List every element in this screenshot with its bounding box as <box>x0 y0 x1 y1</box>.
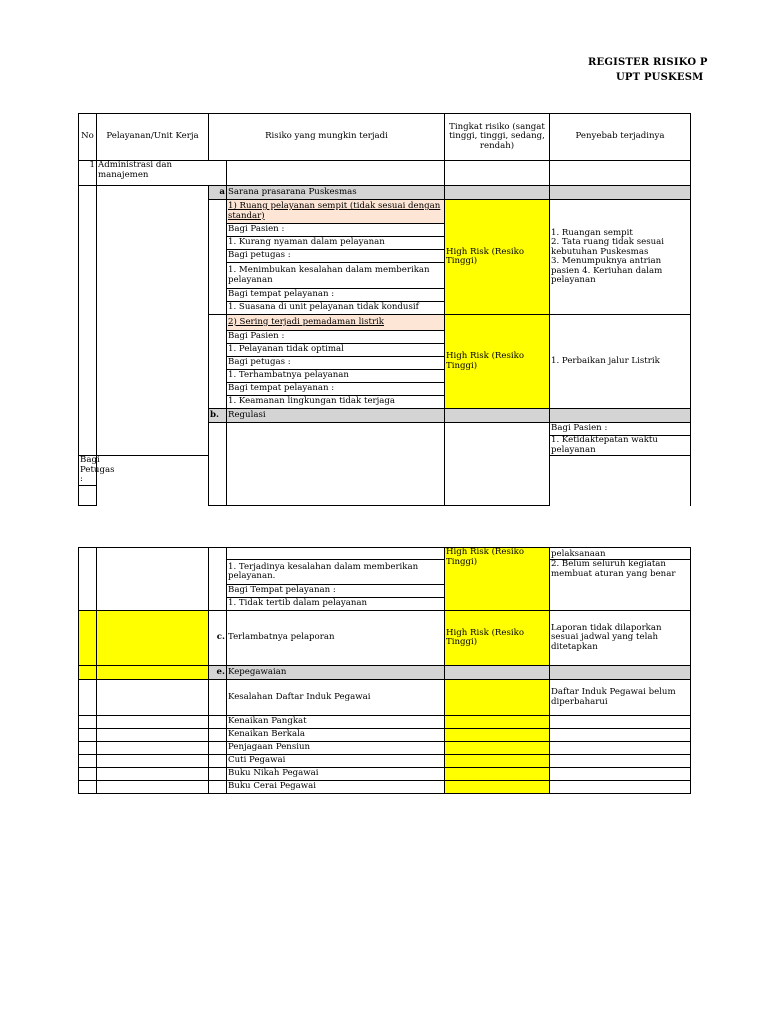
risk-a2-cause: 1. Perbaikan jalur Listrik <box>550 315 691 409</box>
risk-a1-item: Bagi tempat pelayanan : <box>227 289 445 302</box>
table-row <box>79 716 691 729</box>
table-row <box>79 755 691 768</box>
risk-b-item: 1. Ketidaktepatan waktu pelayanan <box>550 436 691 456</box>
risk-a1-item: 1. Menimbukan kesalahan dalam memberikan pelayanan <box>227 263 445 289</box>
section-c-letter: c. <box>209 611 227 666</box>
e-row-label: Kenaikan Pangkat <box>227 716 445 729</box>
risk-a1-item: Bagi Pasien : <box>227 224 445 237</box>
row-number: 1 <box>79 161 97 186</box>
risk-register-table-top <box>78 113 691 506</box>
risk-a1-cause: 1. Ruangan sempit 2. Tata ruang tidak sesuai kebutuhan Puskesmas 3. Menumpuknya antrian pasien 4. Keriuhan dalam pelayanan <box>550 200 691 315</box>
risk-b-item: Bagi Tempat pelayanan : <box>227 585 445 598</box>
section-c-level: High Risk (Resiko Tinggi) <box>445 611 550 666</box>
section-c-label: Terlambatnya pelaporan <box>227 611 445 666</box>
table-row <box>79 768 691 781</box>
sheet-fragment-bottom <box>78 547 768 798</box>
header-no: No <box>79 114 97 161</box>
section-a-letter: a <box>209 186 227 200</box>
section-e-label: Kepegawaian <box>227 666 445 680</box>
section-c-row <box>79 611 691 666</box>
e-row-cause <box>550 729 691 742</box>
register-title: REGISTER RISIKO P <box>588 57 708 68</box>
risk-a2-item: 1. Terhambatnya pelayanan <box>227 370 445 383</box>
e-row-cause <box>550 716 691 729</box>
section-a-row <box>79 186 691 200</box>
section-a-label: Sarana prasarana Puskesmas <box>227 186 445 200</box>
header-unit: Pelayanan/Unit Kerja <box>97 114 209 161</box>
header-cause: Penyebab terjadinya <box>550 114 691 161</box>
e-row-label: Cuti Pegawai <box>227 755 445 768</box>
risk-b-level-2: High Risk (Resiko Tinggi) <box>445 548 550 611</box>
table-row <box>79 742 691 755</box>
table-row <box>79 781 691 794</box>
e-row-cause <box>550 742 691 755</box>
section-b-letter: b. <box>209 409 227 423</box>
e-row-label: Penjagaan Pensiun <box>227 742 445 755</box>
header-level: Tingkat risiko (sangat tinggi, tinggi, sedang, rendah) <box>445 114 550 161</box>
risk-b-item: Bagi Petugas : <box>80 455 115 484</box>
section-c-cause: Laporan tidak dilaporkan sesuai jadwal yang telah ditetapkan <box>550 611 691 666</box>
table-row <box>79 161 691 186</box>
risk-a1-title: 1) Ruang pelayanan sempit (tidak sesuai dengan standar) <box>227 200 445 224</box>
e-row-label: Kenaikan Berkala <box>227 729 445 742</box>
e-row-cause <box>550 781 691 794</box>
risk-a1-item: 1. Kurang nyaman dalam pelayanan <box>227 237 445 250</box>
risk-register-table-bottom <box>78 547 691 794</box>
table-row <box>79 729 691 742</box>
section-b-label: Regulasi <box>227 409 445 423</box>
e-row-cause: Daftar Induk Pegawai belum diperbaharui <box>550 680 691 716</box>
table-row <box>79 680 691 716</box>
header-risk: Risiko yang mungkin terjadi <box>209 114 445 161</box>
puskesmas-title: UPT PUSKESM <box>616 72 704 83</box>
risk-a1-item: Bagi petugas : <box>227 250 445 263</box>
risk-b-cause-2: 2. Belum seluruh kegiatan membuat aturan yang benar <box>550 560 691 611</box>
sheet-fragment-top <box>78 113 768 484</box>
risk-a2-item: 1. Pelayanan tidak optimal <box>227 344 445 357</box>
section-e-row <box>79 666 691 680</box>
risk-a2-title: 2) Sering terjadi pemadaman listrik <box>227 315 445 331</box>
risk-b-cause-cont: pelaksanaan <box>550 548 691 560</box>
risk-a1-level: High Risk (Resiko Tinggi) <box>445 200 550 315</box>
risk-b-item: 1. Terjadinya kesalahan dalam memberikan pelayanan. <box>227 560 445 585</box>
e-row-cause <box>550 755 691 768</box>
risk-b-item: 1. Tidak tertib dalam pelayanan <box>227 598 445 611</box>
risk-a2-item: 1. Keamanan lingkungan tidak terjaga <box>227 396 445 409</box>
risk-a2-item: Bagi Pasien : <box>227 331 445 344</box>
risk-b-item: Bagi Pasien : <box>550 423 691 436</box>
header-row <box>79 114 691 161</box>
risk-a2-item: Bagi petugas : <box>227 357 445 370</box>
risk-a2-level: High Risk (Resiko Tinggi) <box>445 315 550 409</box>
unit-label: Administrasi dan manajemen <box>97 161 227 186</box>
risk-a2-item: Bagi tempat pelayanan : <box>227 383 445 396</box>
e-row-cause <box>550 768 691 781</box>
section-e-letter: e. <box>209 666 227 680</box>
risk-a1-item: 1. Suasana di unit pelayanan tidak kondusif <box>227 302 445 315</box>
e-row-label: Buku Nikah Pegawai <box>227 768 445 781</box>
e-row-label: Kesalahan Daftar Induk Pegawai <box>227 680 445 716</box>
e-row-label: Buku Cerai Pegawai <box>227 781 445 794</box>
